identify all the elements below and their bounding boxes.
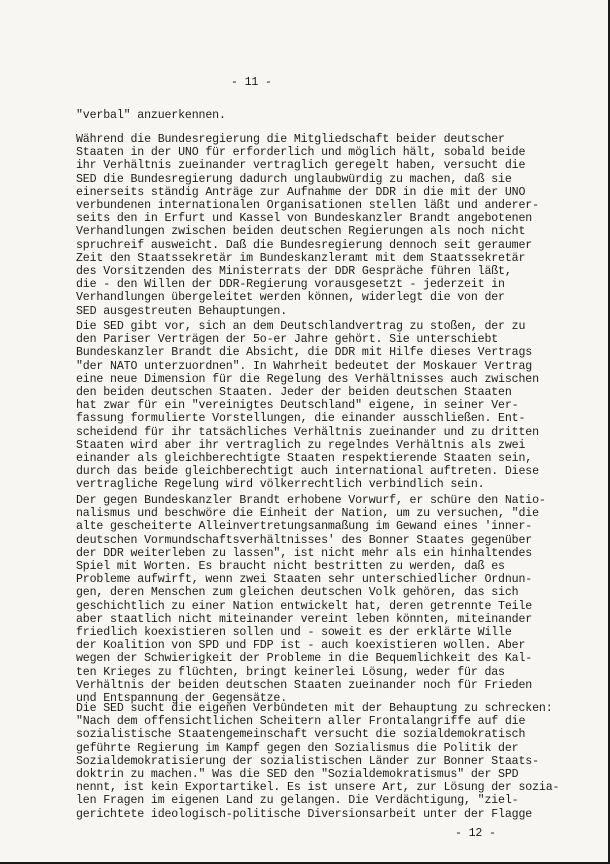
paragraph-sed-allies (76, 702, 559, 821)
text-line: hat zwar für ein "vereinigtes Deutschland" eigene, in seiner Ver- (76, 399, 519, 413)
text-line: einerseits ständig Anträge zur Aufnahme der DDR in die mit der UNO (76, 185, 526, 199)
text-line: Bundeskanzler Brandt die Absicht, die DDR mit Hilfe dieses Vertrags (76, 346, 533, 360)
text-line: Zeit den Staatssekretär im Bundeskanzleramt mit dem Staatssekretär (76, 251, 526, 265)
text-line: "verbal" anzuerkennen. (76, 109, 226, 122)
text-line: durch das beide gleichberechtigt auch international auftreten. Diese (76, 465, 539, 479)
text-line: seits den in Erfurt und Kassel von Bundeskanzler Brandt angebotenen (76, 212, 533, 226)
text-line: und Entspannung der Gegensätze. (76, 692, 288, 706)
text-line: deutschen Vormundschaftsverhältnisses' des Bonner Staates gegenüber (76, 533, 533, 547)
text-line: Die SED gibt vor, sich an dem Deutschlandvertrag zu stoßen, der zu (76, 320, 526, 333)
text-line: nennt, ist kein Exportartikel. Es ist unsere Art, zur Lösung der sozia- (76, 781, 560, 795)
text-line: der Koalition von SPD und FDP ist - auch koexistieren wollen. Aber (76, 639, 526, 653)
text-line: aber staatlich nicht miteinander vereint leben könnten, miteinander (76, 612, 533, 626)
text-line: Staaten in der UNO für erforderlich und möglich hält, sobald beide (76, 146, 526, 160)
text-line: verbundenen internationalen Organisationen stellen läßt und anderer- (76, 199, 539, 213)
paragraph-intro-fragment (76, 109, 226, 122)
text-line: Verhandlungen zwischen beiden deutschen Regierungen als noch nicht (76, 225, 526, 239)
text-line: eine neue Dimension für die Regelung des Verhältnisses auch zwischen (76, 372, 539, 386)
paragraph-deutschlandvertrag (76, 320, 539, 492)
text-line: alte gescheiterte Alleinvertretungsanmaßung im Gewand eines 'inner- (76, 520, 533, 534)
text-line: einander als gleichberechtigte Staaten respektierende Staaten sein, (76, 452, 533, 466)
text-line: geschichtlich zu einer Nation entwickelt hat, deren getrennte Teile (76, 599, 533, 613)
text-line: Probleme aufwirft, wenn zwei Staaten sehr unterschiedlicher Ordnun- (76, 573, 533, 587)
text-line: Sozialdemokratisierung der sozialistischen Länder zur Bonner Staats- (76, 754, 539, 768)
text-line: sozialistische Staatengemeinschaft versucht die sozialdemokratisch (76, 728, 526, 742)
text-line: Verhältnis der beiden deutschen Staaten zueinander noch für Frieden (76, 678, 533, 692)
text-line: Verhandlungen übergeleitet werden können, widerlegt die von der (76, 291, 505, 305)
text-line: die - den Willen der DDR-Regierung vorausgesetzt - jederzeit in (76, 278, 505, 292)
paragraph-nationalism-accusation (76, 494, 546, 705)
text-line: des Vorsitzenden des Ministerrats der DDR Gespräche führen läßt, (76, 265, 512, 279)
text-line: doktrin zu machen." Was die SED den "Sozialdemokratismus" der SPD (76, 768, 519, 782)
text-line: friedlich koexistieren sollen und - soweit es der erklärte Wille (76, 626, 512, 640)
text-line: wegen der Schwierigkeit der Probleme in die Bequemlichkeit des Kal- (76, 652, 533, 666)
text-line: scheidend für ihr tatsächliches Verhältnis zueinander und zu dritten (76, 425, 539, 439)
text-line: SED ausgestreuten Behauptungen. (76, 304, 288, 318)
text-line: Staaten wird aber ihr vertraglich zu regelndes Verhältnis als zwei (76, 438, 526, 452)
text-line: vertragliche Regelung wird völkerrechtlich verbindlich sein. (76, 478, 485, 492)
text-line: Während die Bundesregierung die Mitgliedschaft beider deutscher (76, 133, 505, 146)
text-line: gerichtete ideologisch-politische Diversionsarbeit unter der Flagge (76, 807, 533, 821)
page-number-header: - 11 - (231, 76, 272, 89)
text-line: gen, deren Menschen zum gleichen deutschen Volk gehören, das sich (76, 586, 519, 600)
text-line: Spiel mit Worten. Es braucht nicht bestritten zu werden, daß es (76, 560, 505, 574)
next-page-marker: - 12 - (455, 827, 496, 840)
text-line: Der gegen Bundeskanzler Brandt erhobene Vorwurf, er schüre den Natio- (76, 494, 546, 507)
text-line: Die SED sucht die eigenen Verbündeten mit der Behauptung zu schrecken: (76, 702, 553, 715)
text-line: den beiden deutschen Staaten. Jeder der beiden deutschen Staaten (76, 386, 512, 400)
text-line: den Pariser Verträgen der 5o-er Jahre gehört. Sie unterschiebt (76, 333, 499, 347)
text-line: SED die Bundesregierung dadurch unglaubwürdig zu machen, daß sie (76, 172, 512, 186)
text-line: der DDR weiterleben zu lassen", ist nicht mehr als ein hinhaltendes (76, 546, 533, 560)
text-line: ten Krieges zu flüchten, bringt keinerlei Lösung, weder für das (76, 665, 505, 679)
text-line: "der NATO unterzuordnen". In Wahrheit bedeutet der Moskauer Vertrag (76, 359, 533, 373)
text-line: ihr Verhältnis zueinander vertraglich geregelt haben, versucht die (76, 159, 526, 173)
text-line: nalismus und beschwöre die Einheit der Nation, um zu versuchen, "die (76, 507, 539, 521)
text-line: "Nach dem offensichtlichen Scheitern aller Frontalangriffe auf die (76, 715, 526, 729)
text-line: fassung formulierte Vorstellungen, die einander ausschließen. Ent- (76, 412, 526, 426)
text-line: spruchreif ausweicht. Daß die Bundesregierung dennoch seit geraumer (76, 238, 533, 252)
text-line: len Fragen im eigenen Land zu gelangen. Die Verdächtigung, "ziel- (76, 794, 519, 808)
text-line: geführte Regierung im Kampf gegen den Sozialismus die Politik der (76, 741, 519, 755)
paragraph-un-membership (76, 133, 539, 318)
